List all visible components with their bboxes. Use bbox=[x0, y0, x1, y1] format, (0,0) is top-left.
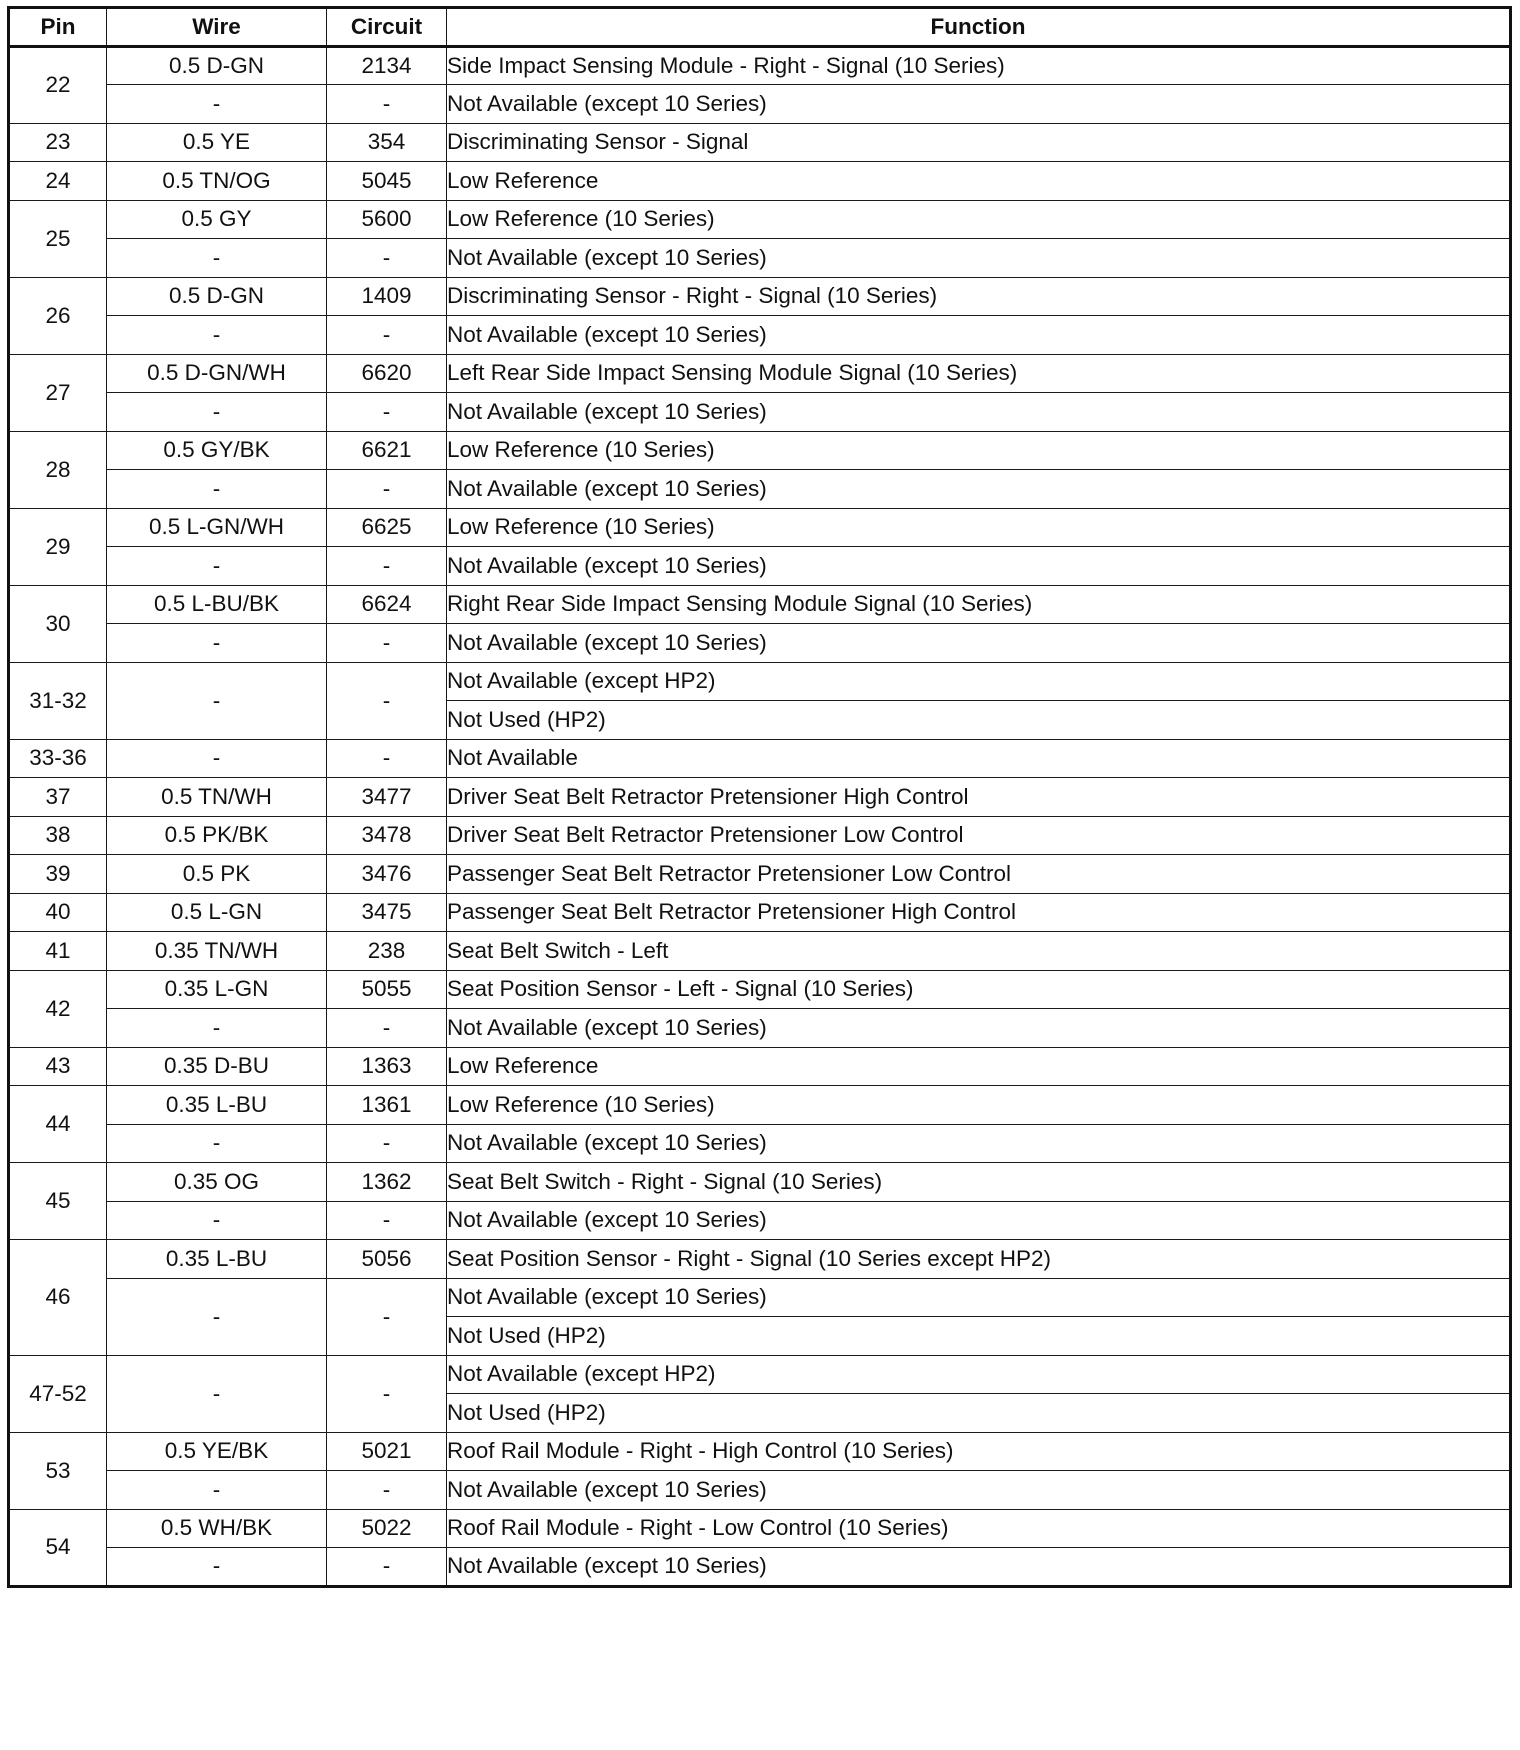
function-cell: Not Available (except 10 Series) bbox=[447, 239, 1511, 278]
function-cell: Not Available (except 10 Series) bbox=[447, 316, 1511, 355]
function-cell: Discriminating Sensor - Signal bbox=[447, 123, 1511, 162]
pin-cell: 54 bbox=[9, 1509, 107, 1586]
wire-cell: - bbox=[107, 1124, 327, 1163]
wire-cell: 0.5 D-GN/WH bbox=[107, 354, 327, 393]
wire-cell: 0.5 PK bbox=[107, 855, 327, 894]
pin-cell: 53 bbox=[9, 1432, 107, 1509]
pin-cell: 33-36 bbox=[9, 739, 107, 778]
pin-cell: 45 bbox=[9, 1163, 107, 1240]
table-row bbox=[9, 855, 1511, 894]
wire-cell: 0.5 L-GN/WH bbox=[107, 508, 327, 547]
table-row bbox=[9, 1240, 1511, 1279]
wire-cell: 0.5 GY bbox=[107, 200, 327, 239]
table-row bbox=[9, 893, 1511, 932]
wire-cell: - bbox=[107, 1548, 327, 1587]
wire-cell: 0.5 TN/OG bbox=[107, 162, 327, 201]
wire-cell: 0.35 TN/WH bbox=[107, 932, 327, 971]
table-row bbox=[9, 1355, 1511, 1394]
pin-cell: 42 bbox=[9, 970, 107, 1047]
circuit-cell: 6620 bbox=[327, 354, 447, 393]
table-row bbox=[9, 970, 1511, 1009]
wire-cell: - bbox=[107, 662, 327, 739]
circuit-cell: - bbox=[327, 85, 447, 124]
table-row bbox=[9, 239, 1511, 278]
function-cell: Right Rear Side Impact Sensing Module Signal (10 Series) bbox=[447, 585, 1511, 624]
circuit-cell: - bbox=[327, 1124, 447, 1163]
wire-cell: 0.5 D-GN bbox=[107, 46, 327, 85]
circuit-cell: 1361 bbox=[327, 1086, 447, 1125]
function-cell: Passenger Seat Belt Retractor Pretensioner Low Control bbox=[447, 855, 1511, 894]
circuit-cell: 3477 bbox=[327, 778, 447, 817]
table-row bbox=[9, 1163, 1511, 1202]
circuit-cell: 354 bbox=[327, 123, 447, 162]
pin-cell: 44 bbox=[9, 1086, 107, 1163]
wire-cell: 0.5 YE/BK bbox=[107, 1432, 327, 1471]
function-cell: Discriminating Sensor - Right - Signal (10 Series) bbox=[447, 277, 1511, 316]
function-cell: Not Available (except 10 Series) bbox=[447, 1124, 1511, 1163]
function-cell: Low Reference (10 Series) bbox=[447, 431, 1511, 470]
pin-cell: 29 bbox=[9, 508, 107, 585]
header-wire: Wire bbox=[107, 8, 327, 47]
pinout-table bbox=[7, 6, 1512, 1588]
table-row bbox=[9, 46, 1511, 85]
table-row bbox=[9, 662, 1511, 701]
wire-cell: - bbox=[107, 239, 327, 278]
wire-cell: - bbox=[107, 316, 327, 355]
table-row bbox=[9, 123, 1511, 162]
pinout-body bbox=[9, 46, 1511, 1586]
pin-cell: 47-52 bbox=[9, 1355, 107, 1432]
wire-cell: 0.5 D-GN bbox=[107, 277, 327, 316]
wire-cell: - bbox=[107, 739, 327, 778]
table-row bbox=[9, 739, 1511, 778]
wire-cell: - bbox=[107, 1009, 327, 1048]
table-row bbox=[9, 508, 1511, 547]
function-cell: Not Used (HP2) bbox=[447, 1394, 1511, 1433]
function-cell: Not Available (except HP2) bbox=[447, 662, 1511, 701]
pin-cell: 31-32 bbox=[9, 662, 107, 739]
function-cell: Seat Position Sensor - Right - Signal (10 Series except HP2) bbox=[447, 1240, 1511, 1279]
circuit-cell: 1363 bbox=[327, 1047, 447, 1086]
circuit-cell: - bbox=[327, 1009, 447, 1048]
function-cell: Passenger Seat Belt Retractor Pretensioner High Control bbox=[447, 893, 1511, 932]
circuit-cell: - bbox=[327, 547, 447, 586]
wire-cell: 0.35 D-BU bbox=[107, 1047, 327, 1086]
circuit-cell: 6621 bbox=[327, 431, 447, 470]
wire-cell: 0.5 TN/WH bbox=[107, 778, 327, 817]
circuit-cell: - bbox=[327, 393, 447, 432]
circuit-cell: 5056 bbox=[327, 1240, 447, 1279]
circuit-cell: 3478 bbox=[327, 816, 447, 855]
header-row bbox=[9, 8, 1511, 47]
circuit-cell: 5045 bbox=[327, 162, 447, 201]
table-row bbox=[9, 470, 1511, 509]
pin-cell: 38 bbox=[9, 816, 107, 855]
function-cell: Driver Seat Belt Retractor Pretensioner Low Control bbox=[447, 816, 1511, 855]
function-cell: Low Reference (10 Series) bbox=[447, 1086, 1511, 1125]
table-row bbox=[9, 1009, 1511, 1048]
table-row bbox=[9, 1432, 1511, 1471]
function-cell: Not Available (except HP2) bbox=[447, 1355, 1511, 1394]
table-row bbox=[9, 585, 1511, 624]
wire-cell: - bbox=[107, 1355, 327, 1432]
function-cell: Seat Belt Switch - Right - Signal (10 Series) bbox=[447, 1163, 1511, 1202]
pin-cell: 27 bbox=[9, 354, 107, 431]
circuit-cell: - bbox=[327, 1201, 447, 1240]
function-cell: Not Available (except 10 Series) bbox=[447, 547, 1511, 586]
table-row bbox=[9, 1548, 1511, 1587]
table-row bbox=[9, 1047, 1511, 1086]
function-cell: Not Available (except 10 Series) bbox=[447, 470, 1511, 509]
function-cell: Not Available (except 10 Series) bbox=[447, 1278, 1511, 1317]
function-cell: Not Available bbox=[447, 739, 1511, 778]
function-cell: Low Reference (10 Series) bbox=[447, 508, 1511, 547]
function-cell: Not Available (except 10 Series) bbox=[447, 624, 1511, 663]
function-cell: Roof Rail Module - Right - High Control (10 Series) bbox=[447, 1432, 1511, 1471]
table-row bbox=[9, 316, 1511, 355]
pin-cell: 24 bbox=[9, 162, 107, 201]
pin-cell: 30 bbox=[9, 585, 107, 662]
table-row bbox=[9, 778, 1511, 817]
table-row bbox=[9, 431, 1511, 470]
table-row bbox=[9, 1124, 1511, 1163]
function-cell: Seat Position Sensor - Left - Signal (10 Series) bbox=[447, 970, 1511, 1009]
wire-cell: - bbox=[107, 1471, 327, 1510]
wire-cell: - bbox=[107, 85, 327, 124]
pin-cell: 43 bbox=[9, 1047, 107, 1086]
table-row bbox=[9, 1509, 1511, 1548]
function-cell: Side Impact Sensing Module - Right - Signal (10 Series) bbox=[447, 46, 1511, 85]
circuit-cell: - bbox=[327, 662, 447, 739]
circuit-cell: - bbox=[327, 1471, 447, 1510]
circuit-cell: 3476 bbox=[327, 855, 447, 894]
wire-cell: - bbox=[107, 1201, 327, 1240]
circuit-cell: 5600 bbox=[327, 200, 447, 239]
header-function: Function bbox=[447, 8, 1511, 47]
pin-cell: 25 bbox=[9, 200, 107, 277]
circuit-cell: 1409 bbox=[327, 277, 447, 316]
wire-cell: 0.5 L-GN bbox=[107, 893, 327, 932]
function-cell: Not Available (except 10 Series) bbox=[447, 1201, 1511, 1240]
circuit-cell: 2134 bbox=[327, 46, 447, 85]
header-circuit: Circuit bbox=[327, 8, 447, 47]
table-row bbox=[9, 932, 1511, 971]
pin-cell: 40 bbox=[9, 893, 107, 932]
wire-cell: 0.35 L-GN bbox=[107, 970, 327, 1009]
circuit-cell: - bbox=[327, 1278, 447, 1355]
function-cell: Left Rear Side Impact Sensing Module Signal (10 Series) bbox=[447, 354, 1511, 393]
wire-cell: 0.35 L-BU bbox=[107, 1240, 327, 1279]
pin-cell: 37 bbox=[9, 778, 107, 817]
circuit-cell: 6625 bbox=[327, 508, 447, 547]
circuit-cell: 1362 bbox=[327, 1163, 447, 1202]
pin-cell: 46 bbox=[9, 1240, 107, 1356]
table-row bbox=[9, 393, 1511, 432]
wire-cell: 0.35 L-BU bbox=[107, 1086, 327, 1125]
table-row bbox=[9, 816, 1511, 855]
circuit-cell: - bbox=[327, 1355, 447, 1432]
table-row bbox=[9, 547, 1511, 586]
circuit-cell: - bbox=[327, 739, 447, 778]
header-pin: Pin bbox=[9, 8, 107, 47]
circuit-cell: - bbox=[327, 1548, 447, 1587]
pin-cell: 26 bbox=[9, 277, 107, 354]
table-row bbox=[9, 624, 1511, 663]
wire-cell: - bbox=[107, 470, 327, 509]
table-row bbox=[9, 1086, 1511, 1125]
wire-cell: - bbox=[107, 1278, 327, 1355]
pin-cell: 39 bbox=[9, 855, 107, 894]
circuit-cell: - bbox=[327, 239, 447, 278]
function-cell: Not Used (HP2) bbox=[447, 1317, 1511, 1356]
function-cell: Seat Belt Switch - Left bbox=[447, 932, 1511, 971]
wire-cell: 0.5 YE bbox=[107, 123, 327, 162]
circuit-cell: 238 bbox=[327, 932, 447, 971]
table-row bbox=[9, 1278, 1511, 1317]
pin-cell: 28 bbox=[9, 431, 107, 508]
wire-cell: 0.5 L-BU/BK bbox=[107, 585, 327, 624]
table-row bbox=[9, 1201, 1511, 1240]
function-cell: Not Used (HP2) bbox=[447, 701, 1511, 740]
function-cell: Roof Rail Module - Right - Low Control (10 Series) bbox=[447, 1509, 1511, 1548]
function-cell: Not Available (except 10 Series) bbox=[447, 1548, 1511, 1587]
circuit-cell: 5055 bbox=[327, 970, 447, 1009]
circuit-cell: 6624 bbox=[327, 585, 447, 624]
function-cell: Low Reference (10 Series) bbox=[447, 200, 1511, 239]
table-row bbox=[9, 85, 1511, 124]
wire-cell: - bbox=[107, 624, 327, 663]
table-row bbox=[9, 162, 1511, 201]
circuit-cell: 5022 bbox=[327, 1509, 447, 1548]
circuit-cell: - bbox=[327, 316, 447, 355]
function-cell: Not Available (except 10 Series) bbox=[447, 85, 1511, 124]
table-row bbox=[9, 200, 1511, 239]
circuit-cell: 3475 bbox=[327, 893, 447, 932]
pin-cell: 41 bbox=[9, 932, 107, 971]
wire-cell: - bbox=[107, 393, 327, 432]
function-cell: Driver Seat Belt Retractor Pretensioner High Control bbox=[447, 778, 1511, 817]
circuit-cell: - bbox=[327, 624, 447, 663]
table-row bbox=[9, 277, 1511, 316]
table-row bbox=[9, 1471, 1511, 1510]
function-cell: Not Available (except 10 Series) bbox=[447, 1009, 1511, 1048]
pin-cell: 22 bbox=[9, 46, 107, 123]
function-cell: Low Reference bbox=[447, 1047, 1511, 1086]
circuit-cell: 5021 bbox=[327, 1432, 447, 1471]
wire-cell: - bbox=[107, 547, 327, 586]
function-cell: Not Available (except 10 Series) bbox=[447, 1471, 1511, 1510]
circuit-cell: - bbox=[327, 470, 447, 509]
function-cell: Low Reference bbox=[447, 162, 1511, 201]
wire-cell: 0.5 PK/BK bbox=[107, 816, 327, 855]
wire-cell: 0.5 WH/BK bbox=[107, 1509, 327, 1548]
pin-cell: 23 bbox=[9, 123, 107, 162]
function-cell: Not Available (except 10 Series) bbox=[447, 393, 1511, 432]
wire-cell: 0.35 OG bbox=[107, 1163, 327, 1202]
wire-cell: 0.5 GY/BK bbox=[107, 431, 327, 470]
table-row bbox=[9, 354, 1511, 393]
